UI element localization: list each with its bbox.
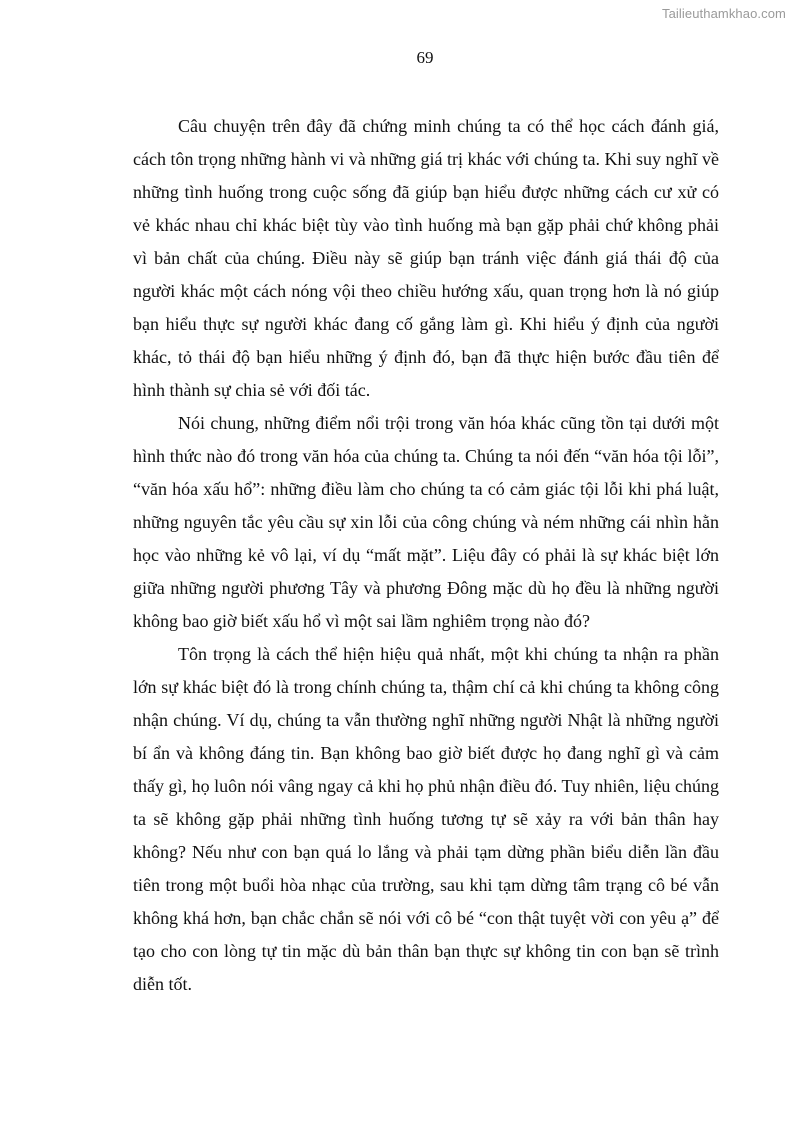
page-number: 69 — [416, 48, 434, 67]
watermark: Tailieuthamkhao.com — [661, 6, 786, 21]
paragraph: Câu chuyện trên đây đã chứng minh chúng ta có thể học cách đánh giá, cách tôn trọng những hành vi và những giá trị khác với chúng ta. Khi suy nghĩ về những tình huống trong cuộc sống đã giúp bạn hiểu được những cách cư xử có vẻ khác nhau chỉ khác biệt tùy vào tình huống mà bạn gặp phải chứ không phải vì bản chất của chúng. Điều này sẽ giúp bạn tránh việc đánh giá thái độ của người khác một cách nóng vội theo chiều hướng xấu, quan trọng hơn là nó giúp bạn hiểu thực sự người khác đang cố gắng làm gì. Khi hiểu ý định của người khác, tỏ thái độ bạn hiểu những ý định đó, bạn đã thực hiện bước đầu tiên để hình thành sự chia sẻ với đối tác. — [133, 116, 719, 400]
paragraph: Tôn trọng là cách thể hiện hiệu quả nhất, một khi chúng ta nhận ra phần lớn sự khác biệt đó là trong chính chúng ta, thậm chí cả khi chúng ta không công nhận chúng. Ví dụ, chúng ta vẫn thường nghĩ những người Nhật là những người bí ẩn và không đáng tin. Bạn không bao giờ biết được họ đang nghĩ gì và cảm thấy gì, họ luôn nói vâng ngay cả khi họ phủ nhận điều đó. Tuy nhiên, liệu chúng ta sẽ không gặp phải những tình huống tương tự sẽ xảy ra với bản thân hay không? Nếu như con bạn quá lo lắng và phải tạm dừng phần biểu diễn lần đầu tiên trong một buổi hòa nhạc của trường, sau khi tạm dừng tâm trạng cô bé vẫn không khá hơn, bạn chắc chắn sẽ nói với cô bé “con thật tuyệt vời con yêu ạ” để tạo cho con lòng tự tin mặc dù bản thân bạn thực sự không tin con bạn sẽ trình diễn tốt. — [133, 644, 719, 994]
paragraph: Nói chung, những điểm nổi trội trong văn hóa khác cũng tồn tại dưới một hình thức nào đó trong văn hóa của chúng ta. Chúng ta nói đến “văn hóa tội lỗi”, “văn hóa xấu hổ”: những điều làm cho chúng ta có cảm giác tội lỗi khi phá luật, những nguyên tắc yêu cầu sự xin lỗi của công chúng và ném những cái nhìn hằn học vào những kẻ vô lại, ví dụ “mất mặt”. Liệu đây có phải là sự khác biệt lớn giữa những người phương Tây và phương Đông mặc dù họ đều là những người không bao giờ biết xấu hổ vì một sai lầm nghiêm trọng nào đó? — [133, 413, 719, 631]
document-body — [133, 110, 719, 1001]
